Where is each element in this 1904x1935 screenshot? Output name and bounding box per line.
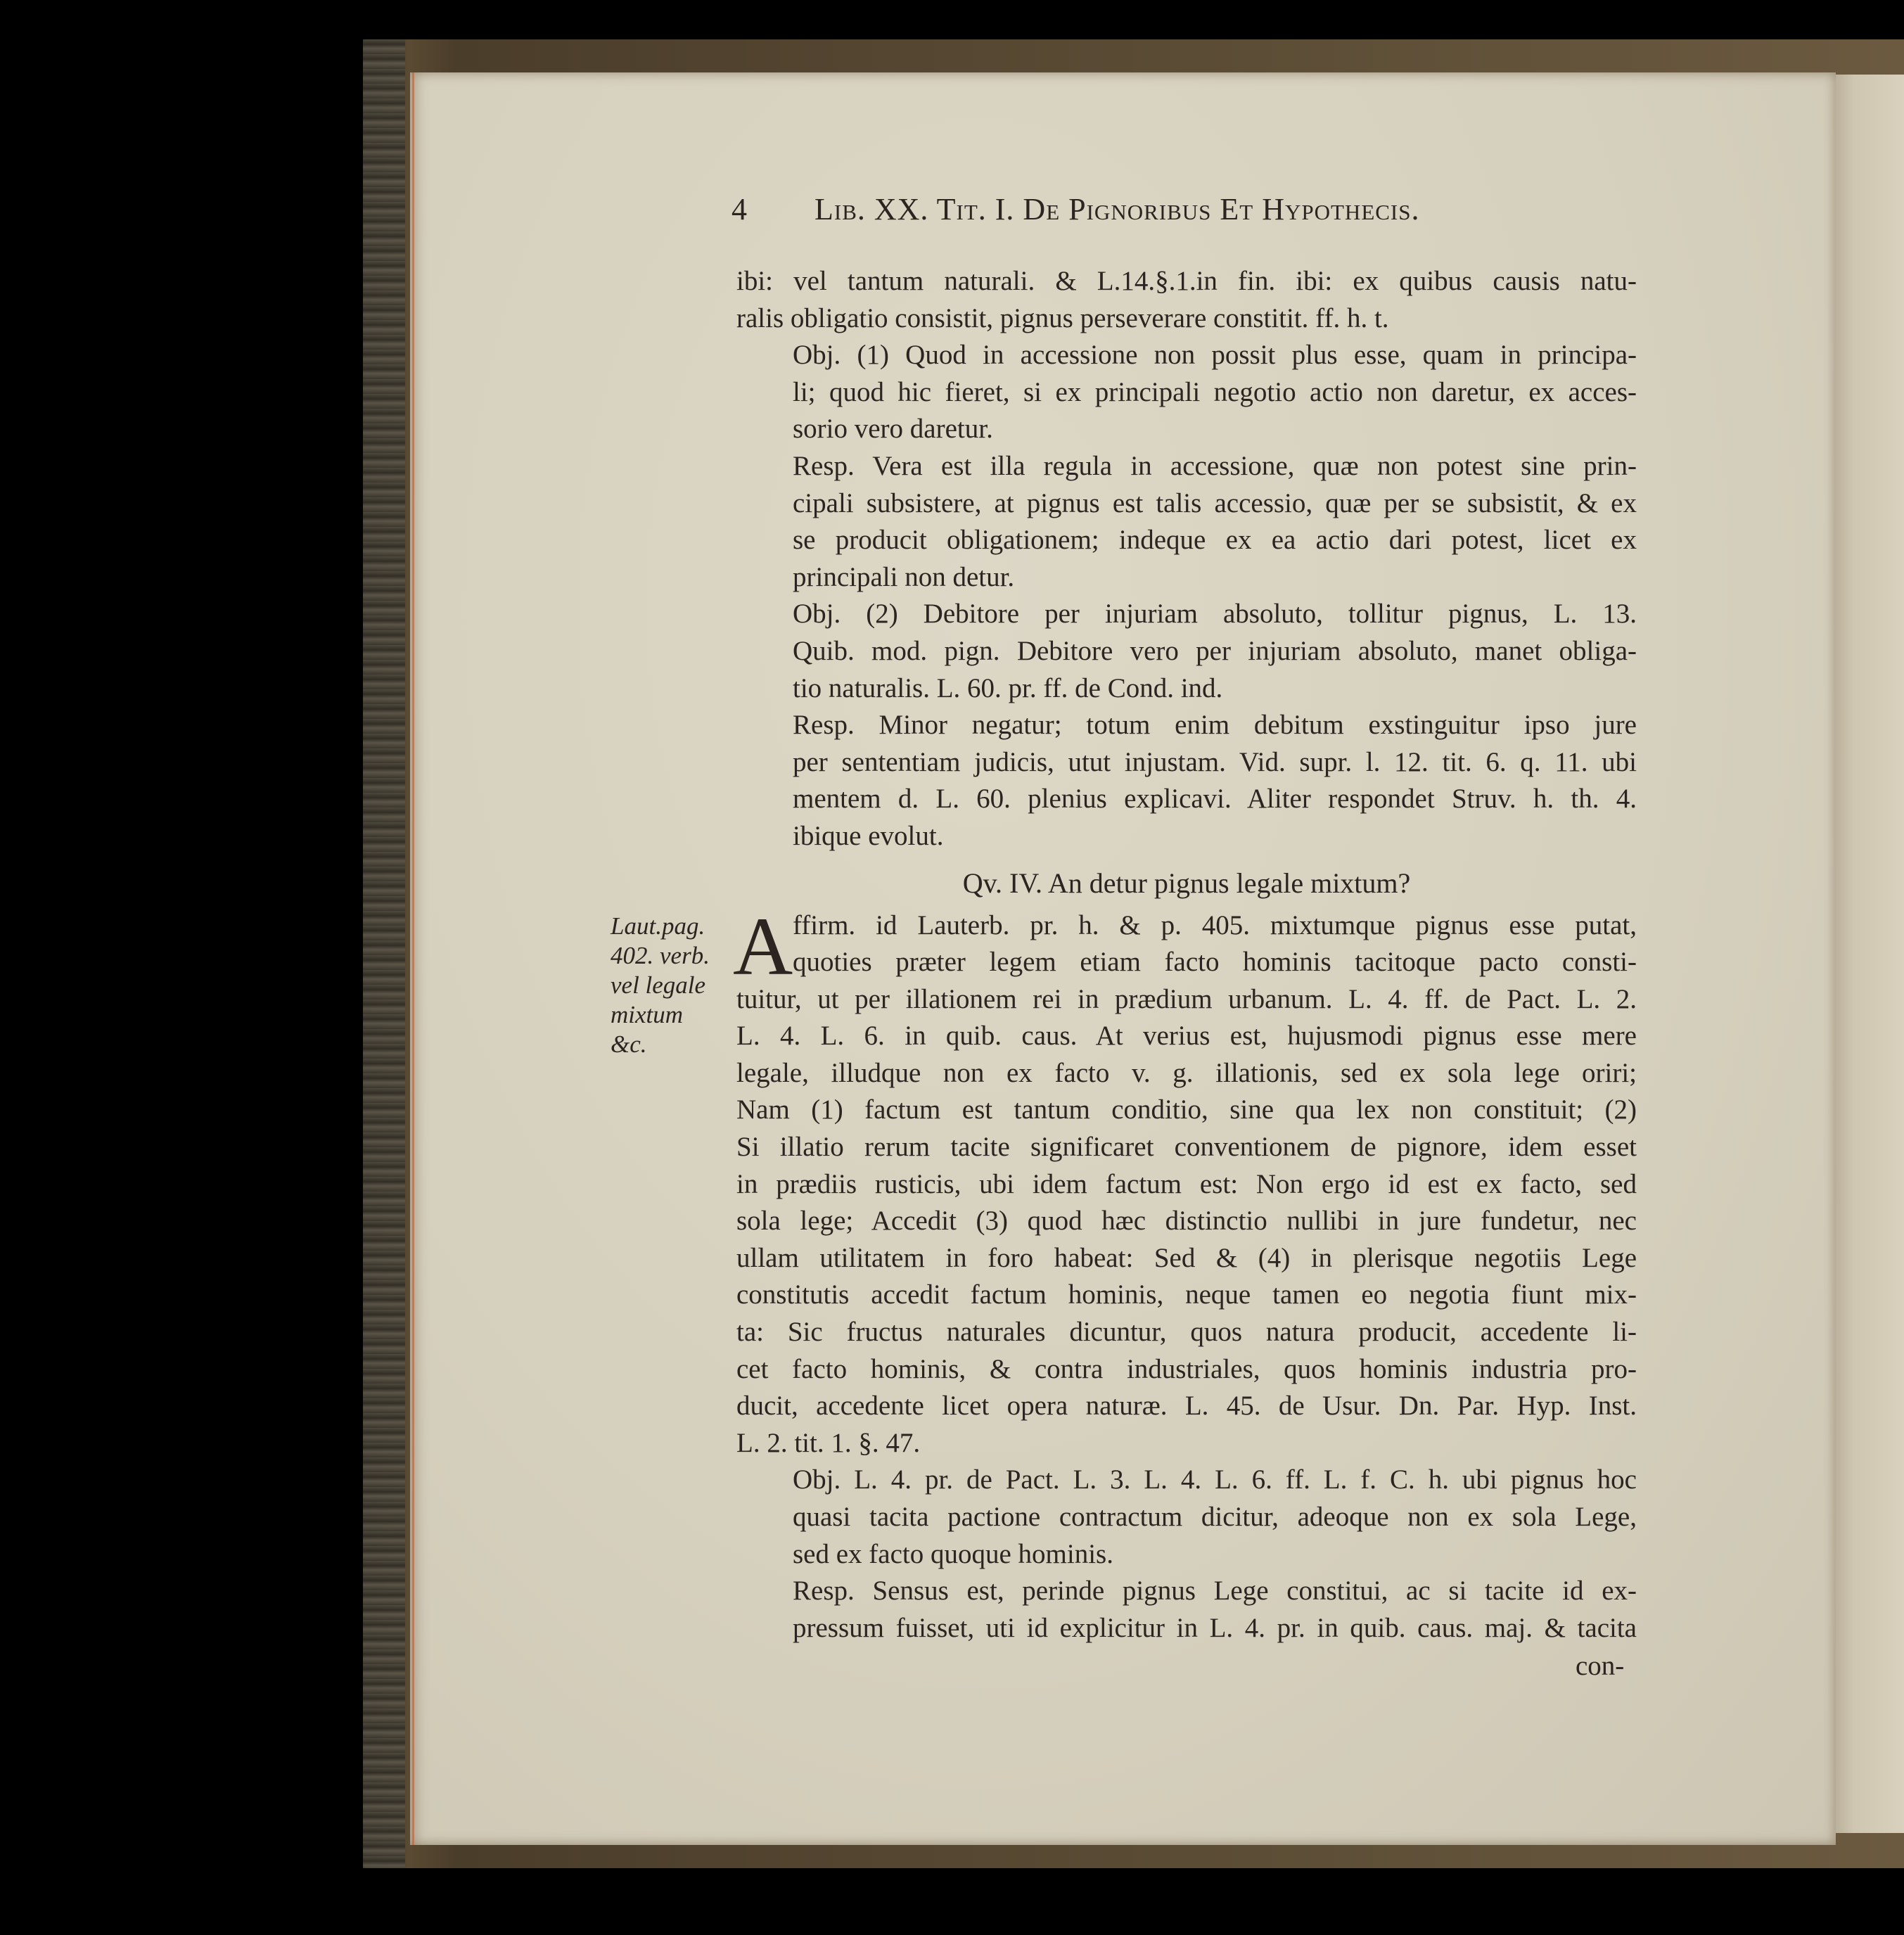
text-line: Quib. mod. pign. Debitore vero per injuriam absoluto, manet obliga- xyxy=(793,635,1637,666)
text-line: ibique evolut. xyxy=(793,820,944,851)
text-line: Obj. (1) Quod in accessione non possit plus esse, quam in principa- xyxy=(793,340,1637,371)
question-heading: Qv. IV. An detur pignus legale mixtum? xyxy=(962,867,1411,899)
catchword: con- xyxy=(1576,1651,1625,1681)
paragraph-obj1 xyxy=(736,337,1637,448)
text-line: ffirm. id Lauterb. pr. h. & p. 405. mixtumque pignus esse putat, xyxy=(793,909,1637,940)
text-line: sorio vero daretur. xyxy=(793,414,993,445)
text-line: ibi: vel tantum naturali. & L.14.§.1.in fin. ibi: ex quibus causis natu- xyxy=(736,266,1637,296)
drop-cap: A xyxy=(733,900,793,992)
text-line: tuitur, ut per illationem rei in prædium urbanum. L. 4. ff. de Pact. L. 2. xyxy=(736,983,1637,1014)
margin-note-line: vel legale xyxy=(611,971,706,999)
text-line: Si illatio rerum tacite significaret conventionem de pignore, idem esset xyxy=(736,1132,1637,1163)
text-line: ta: Sic fructus naturales dicuntur, quos natura producit, accedente li- xyxy=(736,1317,1637,1348)
text-line: Obj. (2) Debitore per injuriam absoluto, tollitur pignus, L. 13. xyxy=(793,599,1637,630)
text-line: quasi tacita pactione contractum dicitur, adeoque non ex sola Lege, xyxy=(793,1502,1637,1532)
paragraph-affirm-cont xyxy=(736,981,1637,1462)
text-line: se producit obligationem; indeque ex ea actio dari potest, licet ex xyxy=(793,525,1637,556)
text-line: per sententiam judicis, utut injustam. Vid. supr. l. 12. tit. 6. q. 11. ubi xyxy=(793,746,1637,777)
main-text xyxy=(736,263,1637,1647)
paragraph-resp2 xyxy=(736,707,1637,855)
text-line: sola lege; Accedit (3) quod hæc distinctio nullibi in jure fundetur, nec xyxy=(736,1206,1637,1237)
paragraph-affirm xyxy=(736,907,1637,981)
text-line: Resp. Sensus est, perinde pignus Lege constitui, ac si tacite id ex- xyxy=(793,1576,1637,1607)
text-line: mentem d. L. 60. plenius explicavi. Aliter respondet Struv. h. th. 4. xyxy=(793,784,1637,815)
text-line: li; quod hic fieret, si ex principali negotio actio non daretur, ex acces- xyxy=(793,376,1637,407)
running-header xyxy=(731,191,1561,234)
margin-note-line: &c. xyxy=(611,1030,647,1058)
text-line: ralis obligatio consistit, pignus perseverare constitit. ff. h. t. xyxy=(736,302,1389,333)
text-line: Resp. Minor negatur; totum enim debitum exstinguitur ipso jure xyxy=(793,710,1637,741)
text-line: pressum fuisset, uti id explicitur in L. 4. pr. in quib. caus. maj. & tacita xyxy=(793,1612,1637,1643)
paragraph-obj2 xyxy=(736,596,1637,707)
text-line: in prædiis rusticis, ubi idem factum est: Non ergo id est ex facto, sed xyxy=(736,1168,1637,1199)
running-title: Lib. XX. Tit. I. De Pignoribus Et Hypothecis. xyxy=(814,192,1420,226)
margin-note xyxy=(611,912,737,1059)
paragraph-resp3 xyxy=(736,1573,1637,1647)
margin-note-line: mixtum xyxy=(611,1001,684,1028)
text-line: Obj. L. 4. pr. de Pact. L. 3. L. 4. L. 6. ff. L. f. C. h. ubi pignus hoc xyxy=(793,1464,1637,1495)
text-line: Nam (1) factum est tantum conditio, sine qua lex non constituit; (2) xyxy=(736,1094,1637,1125)
text-line: L. 4. L. 6. in quib. caus. At verius est, hujusmodi pignus esse mere xyxy=(736,1021,1637,1052)
page-number: 4 xyxy=(731,192,748,226)
paragraph-obj3 xyxy=(736,1462,1637,1573)
paragraph-intro xyxy=(736,263,1637,337)
text-line: L. 2. tit. 1. §. 47. xyxy=(736,1427,921,1458)
text-line: tio naturalis. L. 60. pr. ff. de Cond. ind. xyxy=(793,672,1223,703)
page-edge-line xyxy=(412,72,414,1845)
paragraph-resp1 xyxy=(736,448,1637,596)
text-line: principali non detur. xyxy=(793,561,1015,592)
margin-note-line: 402. verb. xyxy=(611,942,710,969)
text-line: sed ex facto quoque hominis. xyxy=(793,1538,1113,1569)
text-line: Resp. Vera est illa regula in accessione, quæ non potest sine prin- xyxy=(793,450,1637,481)
text-line: cipali subsistere, at pignus est talis accessio, quæ per se subsistit, & ex xyxy=(793,487,1637,518)
text-line: ullam utilitatem in foro habeat: Sed & (4) in plerisque negotiis Lege xyxy=(736,1242,1637,1273)
text-line: quoties præter legem etiam facto hominis tacitoque pacto consti- xyxy=(793,947,1637,978)
margin-note-line: Laut.pag. xyxy=(611,912,705,940)
text-line: cet facto hominis, & contra industriales, quos hominis industria pro- xyxy=(736,1353,1637,1384)
text-line: legale, illudque non ex facto v. g. illationis, sed ex sola lege oriri; xyxy=(736,1057,1637,1088)
text-line: ducit, accedente licet opera naturæ. L. 45. de Usur. Dn. Par. Hyp. Inst. xyxy=(736,1391,1637,1422)
spine-cloth xyxy=(363,39,405,1868)
text-line: constitutis accedit factum hominis, neque tamen eo negotia fiunt mix- xyxy=(736,1279,1637,1310)
